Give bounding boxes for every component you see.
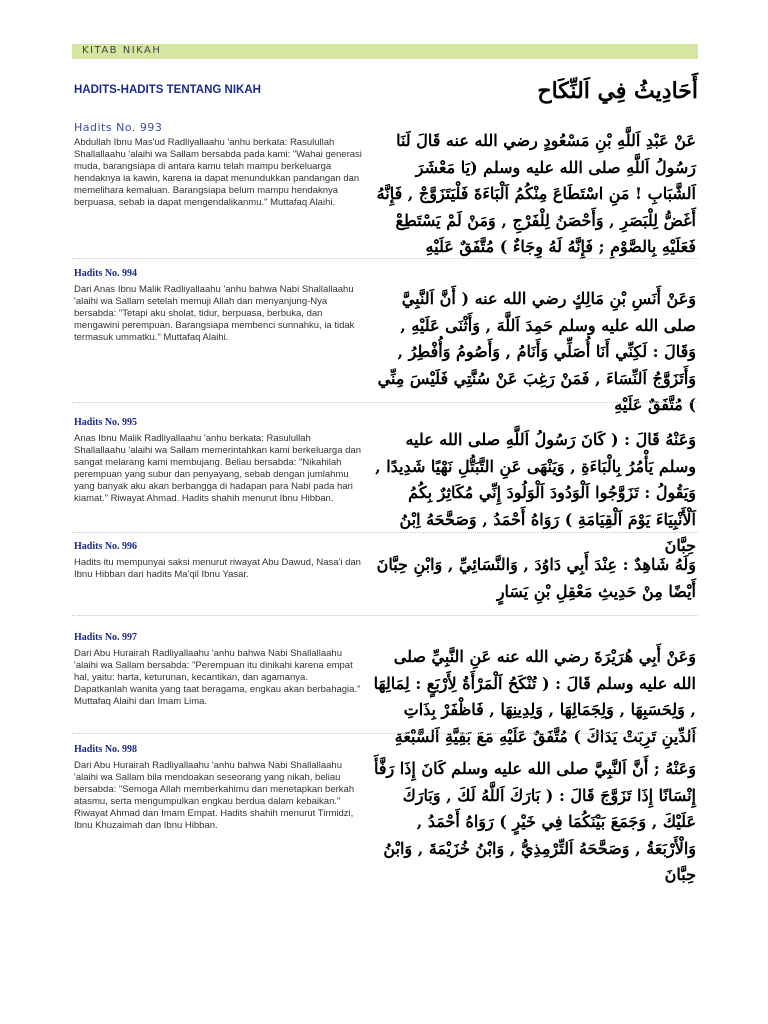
hadith-heading: Hadits No. 993	[74, 121, 163, 134]
hadith-latin-text: Dari Anas Ibnu Malik Radliyallaahu 'anhu bahwa Nabi Shallallaahu 'alaihi wa Sallam setelah memuji Allah dan menyanjung-Nya bersabda: "Tetapi aku sholat, tidur, berpuasa, berbuka, dan mengawini perempuan. Barangsiapa membenci sunnahku, ia tidak termasuk ummatku." Muttafaq Alaihi.	[74, 284, 355, 343]
hadith-arabic-text: عَنْ عَبْدِ اَللَّهِ بْنِ مَسْعُودٍ رضي الله عنه قَالَ لَنَا رَسُولُ اَللَّهِ صلى الله عليه وسلم (يَا مَعْشَرَ اَلشَّبَابِ ! مَنِ اسْتَطَاعَ مِنْكُمُ اَلْبَاءَةَ فَلْيَتَزَوَّجْ , فَإِنَّهُ أَغَضُّ لِلْبَصَرِ , وَأَحْصَنُ لِلْفَرْجِ , وَمَنْ لَمْ يَسْتَطِعْ فَعَلَيْهِ بِالصَّوْمِ ; فَإِنَّهُ لَهُ وِجَاءٌ ) مُتَّفَقٌ عَلَيْهِ	[376, 131, 696, 256]
hadith-arabic-text: وَعَنْهُ ; أَنَّ اَلنَّبِيَّ صلى الله عليه وسلم كَانَ إِذَا رَفَّأَ إِنْسَانًا إِذَا تَزَوَّجَ قَالَ : ( بَارَكَ اَللَّهُ لَكَ , وَبَارَكَ عَلَيْكَ , وَجَمَعَ بَيْنَكُمَا فِي خَيْرٍ ) رَوَاهُ أَحْمَدُ , وَالْأَرْبَعَةُ , وَصَحَّحَهُ اَلتِّرْمِذِيُّ , وَابْنُ خُزَيْمَةَ , وَابْنُ حِبَّانَ	[373, 759, 696, 884]
hadith-arabic-text: وَعَنْ أَبِي هُرَيْرَةَ رضي الله عنه عَنِ النَّبِيِّ صلى الله عليه وسلم قَالَ : ( تُنْكَحُ اَلْمَرْأَةُ لِأَرْبَعٍ : لِمَالِهَا , وَلِحَسَبِهَا , وَلِجَمَالِهَا , وَلِدِينِهَا , فَاظْفَرْ بِذَاتِ اَلدِّينِ تَرِبَتْ يَدَاكَ ) مُتَّفَقٌ عَلَيْهِ مَعَ بَقِيَّةِ اَلسَّبْعَةِ	[373, 647, 696, 746]
page-title: HADITS-HADITS TENTANG NIKAH	[74, 84, 261, 96]
divider	[72, 402, 698, 404]
hadith-arabic-text: وَعَنْهُ قَالَ : ( كَانَ رَسُولُ اَللَّهِ صلى الله عليه وسلم يَأْمُرُ بِالْبَاءَةِ , وَيَنْهَى عَنِ التَّبَتُّلِ نَهْيًا شَدِيدًا , وَيَقُولُ : تَزَوَّجُوا اَلْوَدُودَ اَلْوَلُودَ إِنِّي مُكَاثِرٌ بِكُمُ اَلْأَنْبِيَاءَ يَوْمَ اَلْقِيَامَةِ ) رَوَاهُ أَحْمَدُ , وَصَحَّحَهُ اِبْنُ حِبَّانَ	[375, 430, 696, 555]
hadith-latin-text: Abdullah Ibnu Mas'ud Radliyallaahu 'anhu berkata: Rasulullah Shallallaahu 'alaihi wa Sallam bersabda pada kami: "Wahai generasi muda, barangsiapa di antara kamu telah mampu berkeluarga hendaknya ia kawin, karena ia dapat menundukkan pandangan dan memelihara kemaluan. Barangsiapa belum mampu hendaknya berpuasa, sebab ia dapat mengendalikanmu." Muttafaq Alaihi.	[74, 137, 362, 208]
hadith-latin-text: Anas Ibnu Malik Radliyallaahu 'anhu berkata: Rasulullah Shallallaahu 'alaihi wa Sallam memerintahkan kami berkeluarga dan sangat melarang kami membujang. Beliau bersabda: "Nikahilah perempuan yang subur dan penyayang, sebab dengan jumlahmu yang banyak aku akan berbangga di hadapan para Nabi pada hari kiamat." Riwayat Ahmad. Hadits shahih menurut Ibnu Hibban.	[74, 433, 361, 504]
divider	[72, 733, 698, 735]
hadith-heading: Hadits No. 996	[74, 541, 138, 552]
section-header-bar	[72, 44, 698, 59]
hadith-latin-text: Hadits itu mempunyai saksi menurut riwayat Abu Dawud, Nasa'i dan Ibnu Hibban dari hadits Ma'qil Ibnu Yasar.	[74, 557, 361, 580]
section-header-label: KITAB NIKAH	[82, 45, 162, 56]
hadith-latin-text: Dari Abu Hurairah Radliyallaahu 'anhu bahwa Nabi Shallallaahu 'alaihi wa Sallam bila mendoakan seseorang yang nikah, beliau bersabda: "Semoga Allah memberkahimu dan menetapkan berkah atasmu, serta mengumpulkan engkau berdua dalam kebaikan." Riwayat Ahmad dan Imam Empat. Hadits shahih menurut Tirmidzi, Ibnu Khuzaimah dan Ibnu Hibban.	[74, 760, 355, 831]
hadith-arabic-text: وَعَنْ أَنَسِ بْنِ مَالِكٍ رضي الله عنه ( أَنَّ اَلنَّبِيَّ صلى الله عليه وسلم حَمِدَ اَللَّهَ , وَأَثْنَى عَلَيْهِ , وَقَالَ : لَكِنِّي أَنَا أُصَلِّي وَأَنَامُ , وَأَصُومُ وَأُفْطِرُ , وَأَتَزَوَّجُ اَلنِّسَاءَ , فَمَنْ رَغِبَ عَنْ سُنَّتِي فَلَيْسَ مِنِّي ) مُتَّفَقٌ عَلَيْهِ	[377, 289, 696, 414]
hadith-heading: Hadits No. 998	[74, 744, 138, 755]
hadith-heading: Hadits No. 995	[74, 417, 138, 428]
divider	[72, 532, 698, 534]
hadith-arabic-text: وَلَهُ شَاهِدٌ : عِنْدَ أَبِي دَاوُدَ , وَالنَّسَائِيِّ , وَابْنِ حِبَّانَ أَيْضًا مِنْ حَدِيثِ مَعْقِلِ بْنِ يَسَارٍ	[376, 555, 696, 601]
divider	[72, 258, 698, 260]
page-title-arabic: أَحَادِيثُ فِي اَلنِّكَاح	[537, 78, 698, 104]
divider	[72, 615, 698, 617]
hadith-heading: Hadits No. 994	[74, 268, 138, 279]
hadith-heading: Hadits No. 997	[74, 632, 138, 643]
hadith-latin-text: Dari Abu Hurairah Radliyallaahu 'anhu bahwa Nabi Shallallaahu 'alaihi wa Sallam bersabda: "Perempuan itu dinikahi karena empat hal, yaitu: harta, keturunan, kecantikan, dan agamanya. Dapatkanlah wanita yang taat beragama, engkau akan berbahagia." Muttafaq Alaihi dan Imam Lima.	[74, 648, 361, 707]
